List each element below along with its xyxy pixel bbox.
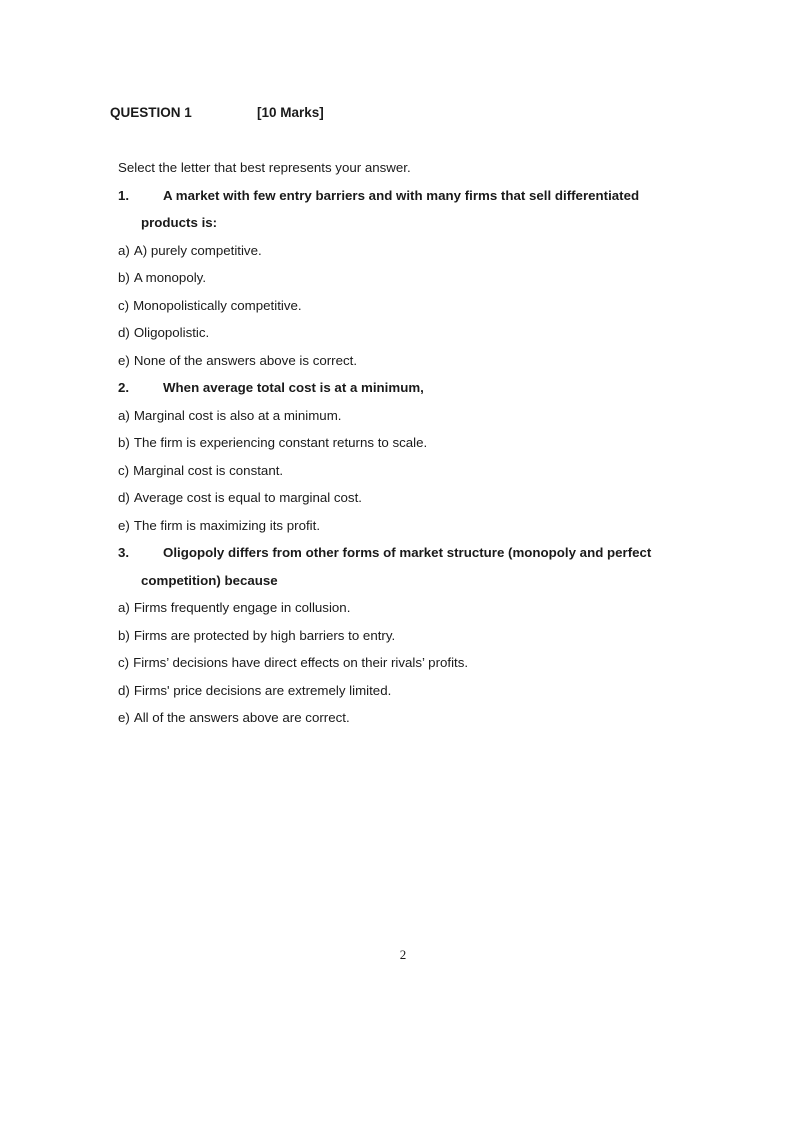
option-label: e) [118,710,130,725]
answer-option [118,622,718,650]
question-title: QUESTION 1 [110,105,192,120]
answer-option [118,457,718,485]
option-text: All of the answers above are correct. [133,710,350,725]
question-stem [118,374,718,402]
option-text: Firms’ decisions have direct effects on their rivals’ profits. [133,655,469,670]
option-text: The firm is maximizing its profit. [133,517,321,533]
answer-option [118,292,718,320]
option-text: Marginal cost is constant. [133,462,284,478]
answer-option [118,264,718,292]
option-label: b) [118,435,130,450]
question-number: 2. [118,380,130,395]
option-label: e) [118,352,130,368]
answer-option [118,347,718,375]
option-text: Monopolistically competitive. [133,297,302,313]
option-label: b) [118,270,130,285]
answer-option [118,594,718,622]
question-text-continued: competition) because [141,572,278,588]
question-number: 1. [118,187,130,203]
answer-option [118,237,718,265]
option-text: Average cost is equal to marginal cost. [133,490,362,505]
instruction: Select the letter that best represents your answer. [118,160,411,175]
option-label: d) [118,325,130,340]
question-stem [118,182,718,210]
option-label: d) [118,682,130,698]
answer-option [118,704,718,732]
option-text: Marginal cost is also at a minimum. [133,407,342,423]
option-label: c) [118,655,130,670]
option-label: a) [118,600,130,615]
option-text: Firms frequently engage in collusion. [133,600,351,615]
answer-option [118,512,718,540]
option-text: None of the answers above is correct. [133,352,358,368]
option-label: a) [118,407,130,423]
page-number: 2 [399,947,407,962]
option-text: The firm is experiencing constant returns to scale. [133,435,428,450]
option-label: c) [118,297,130,313]
option-label: a) [118,242,130,258]
option-text: Firms are protected by high barriers to entry. [133,627,396,643]
answer-option [118,429,718,457]
question-text-continued: products is: [141,215,218,230]
question-heading [110,105,324,120]
option-text: Firms' price decisions are extremely limited. [133,682,392,698]
answer-option [118,484,718,512]
option-label: d) [118,490,130,505]
question-marks: [10 Marks] [257,105,324,120]
question-text: Oligopoly differs from other forms of market structure (monopoly and perfect [163,545,652,560]
option-label: b) [118,627,130,643]
answer-option [118,649,718,677]
question-stem [118,539,718,567]
question-text: When average total cost is at a minimum, [163,380,424,395]
answer-option [118,402,718,430]
option-text: Oligopolistic. [133,325,210,340]
question-body [118,154,718,732]
answer-option [118,319,718,347]
option-label: e) [118,517,130,533]
option-text: A monopoly. [133,270,207,285]
answer-option [118,677,718,705]
question-number: 3. [118,545,130,560]
option-text: A) purely competitive. [133,242,262,258]
option-label: c) [118,462,130,478]
question-text: A market with few entry barriers and with many firms that sell differentiated [163,187,640,203]
